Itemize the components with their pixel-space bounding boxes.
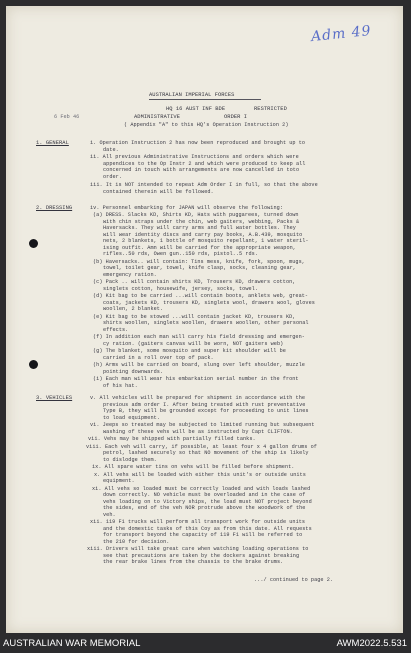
- text-line: ising outfit. Amn will be carried for the appropriate weapon,: [103, 244, 296, 251]
- text-line: (d) Kit bag to be carried ...will contain boots, anklets web, great-: [93, 293, 309, 299]
- text-line: previous adm order I. After being treated with rust preventative: [103, 401, 306, 408]
- text-line: will wear identity discs and carry pay books, A.B.439, mosquito: [103, 231, 303, 238]
- text-line: (i) Each man will wear his embarkation serial number in the front: [93, 376, 299, 382]
- order-label: ORDER I: [224, 114, 247, 120]
- restricted-label: RESTRICTED: [254, 106, 287, 112]
- text-line: (a) DRESS. Slacks KD, Shirts KD, Hats with puggarees, turned down: [93, 212, 299, 218]
- punch-hole: [29, 360, 38, 369]
- text-line: shirts woollen, singlets woollen, drawers woollen, other personal: [103, 320, 309, 326]
- text-line: iv. Personnel embarking for JAPAN will observe the following:: [90, 205, 283, 211]
- text-line: (e) Kit bag to be stowed ...will contain jacket KD, trousers KD,: [93, 313, 296, 320]
- text-line: iii. It is NOT intended to repeat Adm Order I in full, so that the above: [90, 182, 318, 188]
- document-title: AUSTRALIAN IMPERIAL FORCES: [149, 92, 235, 98]
- section-heading: 1. GENERAL: [36, 140, 69, 146]
- text-line: with chin straps under the chin, web gaiters, webbing, Packs &: [103, 218, 300, 225]
- text-line: x. All vehs will be loaded with either this unit's or outside units: [94, 471, 306, 478]
- text-line: equipment.: [103, 478, 135, 484]
- text-line: see that precautions are taken by the dockers against breaking: [103, 552, 300, 559]
- punch-hole: [29, 239, 38, 248]
- text-line: nets, 2 blankets, 1 bottle of mosquito repellant, 1 water steril-: [103, 238, 309, 244]
- text-line: concerned in touch with arrangements are now cancelled in toto: [103, 167, 300, 173]
- text-line: xiii. Drivers will take great care when watching loading operations to: [87, 546, 309, 552]
- text-line: (h) Arms will be carried on board, slung over left shoulder, muzzle: [93, 362, 305, 368]
- text-line: ii. All previous Administrative Instructions and orders which were: [90, 154, 299, 160]
- text-line: to load equipment.: [103, 414, 160, 421]
- text-line: (c) Pack .. will contain shirts KD, Trousers KD, drawers cotton,: [93, 279, 296, 285]
- text-line: (g) The blanket, some mosquito and super kit shoulder will be: [93, 348, 286, 354]
- text-line: down correctly. NO vehicle must be overloaded and in the case of: [103, 492, 306, 498]
- text-line: rifles..50 rds, Owen gun..150 rds, pistol..5 rds.: [103, 251, 258, 257]
- text-line: vehs loading on to Victory ships, the load must NOT project beyond: [103, 498, 312, 505]
- text-line: the rear brake lines from the chassis to the brake drums.: [103, 559, 284, 565]
- text-line: vii. Vehs may be shipped with partially filled tanks.: [88, 436, 256, 442]
- text-line: emergency ration.: [103, 271, 157, 278]
- text-line: (b) Haversacks.. will contain: Tins mess, knife, fork, spoon, mugs,: [93, 258, 305, 265]
- text-line: effects.: [103, 326, 129, 333]
- text-line: to dislodge them.: [103, 456, 157, 463]
- text-line: order.: [103, 173, 122, 180]
- text-line: for transport beyond the capacity of 119 F1 will be referred to: [103, 532, 303, 538]
- text-line: appendices to the Op Instr 2 and which were produced to keep all: [103, 160, 306, 167]
- text-line: washing of these vehs will be as instructed by Capt CLIFTON.: [103, 428, 293, 435]
- footer-bar: [0, 633, 411, 653]
- text-line: carried in a roll over top of pack.: [103, 354, 214, 361]
- text-line: coats, jackets KD, trousers KD, singlets wool, drawers wool, gloves: [103, 299, 315, 306]
- handwritten-annotation: Adm 49: [310, 22, 373, 46]
- appendix-line: ( Appendix "A" to this HQ's Operation Instruction 2): [124, 122, 289, 128]
- text-line: petrol, lashed securely so that NO movement of the ship is likely: [103, 450, 309, 456]
- text-line: (f) In addition each man will carry his field dressing and emergen-: [93, 334, 305, 340]
- text-line: i. Operation Instruction 2 has now been reproduced and brought up to: [90, 140, 306, 146]
- text-line: the sides, end of the veh NOR protrude above the woodwork of the: [103, 505, 306, 511]
- text-line: v. All vehicles will be prepared for shipment in accordance with the: [90, 395, 306, 401]
- text-line: pointing downwards.: [103, 368, 164, 375]
- text-line: contained therein will be followed.: [103, 188, 214, 195]
- section-heading: 3. VEHICLES: [36, 395, 73, 401]
- title-underline: [149, 99, 261, 100]
- text-line: viii. Each veh will carry, if possible, at least four x 4 gallon drums of: [86, 443, 317, 450]
- text-line: veh.: [103, 511, 116, 518]
- text-line: the 210 for decision.: [103, 538, 170, 545]
- section-heading: 2. DRESSING: [36, 205, 73, 211]
- footer-accession-number: AWM2022.5.531: [336, 638, 407, 649]
- document-page: [6, 6, 403, 633]
- text-line: of his hat.: [103, 382, 138, 389]
- text-line: ix. All spare water tins on vehs will be filled before shipment.: [92, 464, 295, 470]
- hq-line: HQ 16 AUST INF BDE: [166, 106, 226, 112]
- text-line: cy ration. (gaiters canvas will be worn, NOT gaiters web): [103, 340, 284, 347]
- text-line: singlets cotton, housewife, jersey, socks, towel.: [103, 285, 258, 292]
- text-line: and the domestic tasks of this Coy as from this date. All requests: [103, 525, 312, 532]
- text-line: xi. All vehs so loaded must be correctly loaded and with loads lashed: [92, 485, 311, 492]
- text-line: vi. Jeeps so treated may be subjected to limited running but subsequent: [90, 422, 315, 428]
- text-line: xii. 119 F1 trucks will perform all transport work for outside units: [90, 519, 306, 525]
- admin-label: ADMINISTRATIVE: [134, 114, 180, 120]
- text-line: woollen, 2 blanket.: [103, 306, 164, 312]
- text-line: towel, toilet gear, towel, knife clasp, socks, cleaning gear,: [103, 265, 296, 271]
- document-date: 6 Feb 46: [54, 114, 80, 120]
- footer-source: AUSTRALIAN WAR MEMORIAL: [3, 638, 141, 649]
- text-line: Haversacks. They will carry arms and full water bottles. They: [103, 225, 296, 231]
- continued-note: .../ continued to page 2.: [254, 577, 334, 583]
- text-line: Type B, they will be grounded except for proceeding to unit lines: [103, 408, 309, 414]
- text-line: date.: [103, 146, 119, 153]
